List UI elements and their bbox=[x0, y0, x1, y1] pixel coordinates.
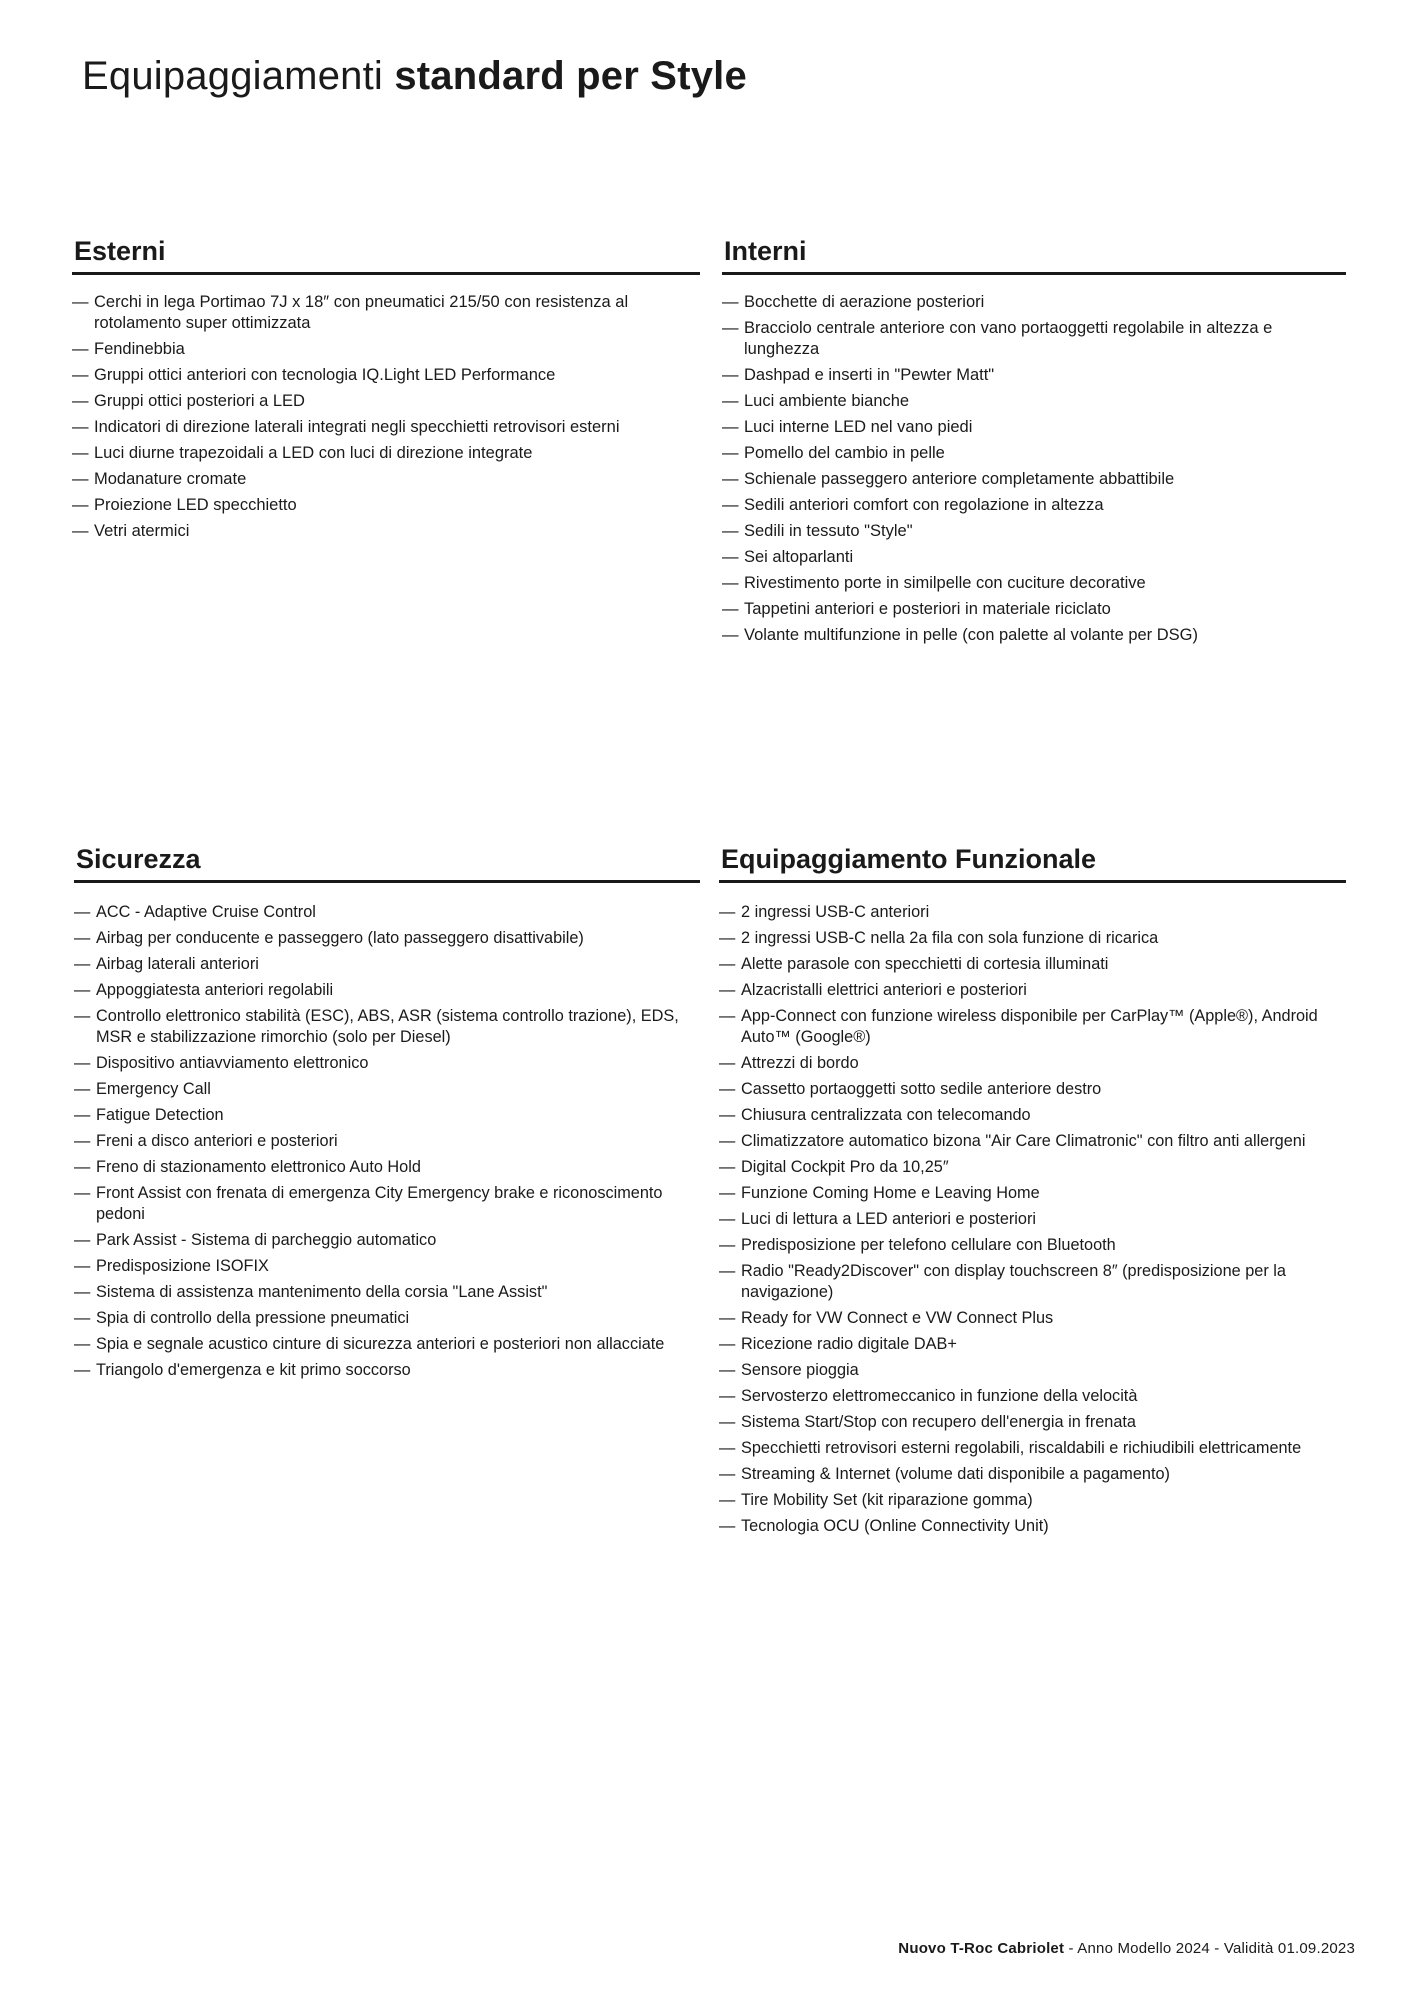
list-item: — Sedili anteriori comfort con regolazione in altezza bbox=[722, 495, 1346, 516]
list-item: — 2 ingressi USB-C nella 2a fila con sola funzione di ricarica bbox=[719, 928, 1346, 949]
list-item: — Bracciolo centrale anteriore con vano portaoggetti regolabile in altezza e lunghezza bbox=[722, 318, 1346, 360]
list-item: — Front Assist con frenata di emergenza City Emergency brake e riconoscimento pedoni bbox=[74, 1183, 700, 1225]
list-item: — Sistema di assistenza mantenimento della corsia "Lane Assist" bbox=[74, 1282, 700, 1303]
list-item: — Schienale passeggero anteriore completamente abbattibile bbox=[722, 469, 1346, 490]
list-item: — Freni a disco anteriori e posteriori bbox=[74, 1131, 700, 1152]
list-item: — Sedili in tessuto "Style" bbox=[722, 521, 1346, 542]
list-item: — Freno di stazionamento elettronico Auto Hold bbox=[74, 1157, 700, 1178]
list-item: — Tecnologia OCU (Online Connectivity Unit) bbox=[719, 1516, 1346, 1537]
section-heading: Interni bbox=[724, 236, 807, 266]
section-divider bbox=[719, 880, 1346, 883]
list-item: — Bocchette di aerazione posteriori bbox=[722, 292, 1346, 313]
list-item: — Attrezzi di bordo bbox=[719, 1053, 1346, 1074]
list-item: — Funzione Coming Home e Leaving Home bbox=[719, 1183, 1346, 1204]
list-item: — Volante multifunzione in pelle (con palette al volante per DSG) bbox=[722, 625, 1346, 646]
list-item: — Tire Mobility Set (kit riparazione gomma) bbox=[719, 1490, 1346, 1511]
item-list bbox=[719, 902, 1346, 1537]
list-item: — App-Connect con funzione wireless disponibile per CarPlay™ (Apple®), Android Auto™ (Google®) bbox=[719, 1006, 1346, 1048]
list-item: — Predisposizione ISOFIX bbox=[74, 1256, 700, 1277]
list-item: — Alzacristalli elettrici anteriori e posteriori bbox=[719, 980, 1346, 1001]
list-item: — Rivestimento porte in similpelle con cuciture decorative bbox=[722, 573, 1346, 594]
footer bbox=[898, 1940, 1355, 1957]
list-item: — Triangolo d'emergenza e kit primo soccorso bbox=[74, 1360, 700, 1381]
list-item: — Spia di controllo della pressione pneumatici bbox=[74, 1308, 700, 1329]
list-item: — Pomello del cambio in pelle bbox=[722, 443, 1346, 464]
list-item: — Sistema Start/Stop con recupero dell'energia in frenata bbox=[719, 1412, 1346, 1433]
list-item: — Airbag per conducente e passeggero (lato passeggero disattivabile) bbox=[74, 928, 700, 949]
list-item: — Luci diurne trapezoidali a LED con luci di direzione integrate bbox=[72, 443, 700, 464]
list-item: — ACC - Adaptive Cruise Control bbox=[74, 902, 700, 923]
list-item: — Radio "Ready2Discover" con display touchscreen 8″ (predisposizione per la navigazione) bbox=[719, 1261, 1346, 1303]
item-list bbox=[74, 902, 700, 1381]
list-item: — Appoggiatesta anteriori regolabili bbox=[74, 980, 700, 1001]
section-sicurezza bbox=[74, 842, 700, 1386]
item-list bbox=[722, 292, 1346, 646]
list-item: — Dispositivo antiavviamento elettronico bbox=[74, 1053, 700, 1074]
list-item: — Gruppi ottici anteriori con tecnologia IQ.Light LED Performance bbox=[72, 365, 700, 386]
list-item: — Dashpad e inserti in "Pewter Matt" bbox=[722, 365, 1346, 386]
list-item: — Airbag laterali anteriori bbox=[74, 954, 700, 975]
section-heading: Sicurezza bbox=[76, 844, 201, 874]
list-item: — Sei altoparlanti bbox=[722, 547, 1346, 568]
list-item: — Streaming & Internet (volume dati disponibile a pagamento) bbox=[719, 1464, 1346, 1485]
list-item: — Climatizzatore automatico bizona "Air Care Climatronic" con filtro anti allergeni bbox=[719, 1131, 1346, 1152]
list-item: — Cassetto portaoggetti sotto sedile anteriore destro bbox=[719, 1079, 1346, 1100]
list-item: — Luci di lettura a LED anteriori e posteriori bbox=[719, 1209, 1346, 1230]
section-divider bbox=[74, 880, 700, 883]
list-item: — Fatigue Detection bbox=[74, 1105, 700, 1126]
list-item: — Servosterzo elettromeccanico in funzione della velocità bbox=[719, 1386, 1346, 1407]
list-item: — Predisposizione per telefono cellulare con Bluetooth bbox=[719, 1235, 1346, 1256]
list-item: — Specchietti retrovisori esterni regolabili, riscaldabili e richiudibili elettricamente bbox=[719, 1438, 1346, 1459]
list-item: — Cerchi in lega Portimao 7J x 18″ con pneumatici 215/50 con resistenza al rotolamento super ottimizzata bbox=[72, 292, 700, 334]
list-item: — Proiezione LED specchietto bbox=[72, 495, 700, 516]
page-title-bold: standard per Style bbox=[394, 54, 747, 98]
item-list bbox=[72, 292, 700, 542]
list-item: — Indicatori di direzione laterali integrati negli specchietti retrovisori esterni bbox=[72, 417, 700, 438]
list-item: — Luci ambiente bianche bbox=[722, 391, 1346, 412]
section-divider bbox=[72, 272, 700, 275]
section-heading: Esterni bbox=[74, 236, 166, 266]
list-item: — Vetri atermici bbox=[72, 521, 700, 542]
section-esterni bbox=[72, 234, 700, 547]
list-item: — 2 ingressi USB-C anteriori bbox=[719, 902, 1346, 923]
list-item: — Fendinebbia bbox=[72, 339, 700, 360]
section-heading: Equipaggiamento Funzionale bbox=[721, 844, 1097, 874]
list-item: — Ready for VW Connect e VW Connect Plus bbox=[719, 1308, 1346, 1329]
list-item: — Luci interne LED nel vano piedi bbox=[722, 417, 1346, 438]
page-title bbox=[82, 54, 747, 99]
section-divider bbox=[722, 272, 1346, 275]
list-item: — Park Assist - Sistema di parcheggio automatico bbox=[74, 1230, 700, 1251]
section-interni bbox=[722, 234, 1346, 651]
list-item: — Emergency Call bbox=[74, 1079, 700, 1100]
list-item: — Chiusura centralizzata con telecomando bbox=[719, 1105, 1346, 1126]
list-item: — Modanature cromate bbox=[72, 469, 700, 490]
list-item: — Digital Cockpit Pro da 10,25″ bbox=[719, 1157, 1346, 1178]
list-item: — Sensore pioggia bbox=[719, 1360, 1346, 1381]
section-equipaggiamento-funzionale bbox=[719, 842, 1346, 1542]
list-item: — Alette parasole con specchietti di cortesia illuminati bbox=[719, 954, 1346, 975]
footer-details: - Anno Modello 2024 - Validità 01.09.2023 bbox=[1064, 1940, 1355, 1957]
list-item: — Controllo elettronico stabilità (ESC), ABS, ASR (sistema controllo trazione), EDS, MSR e stabilizzazione rimorchio (solo per Diesel) bbox=[74, 1006, 700, 1048]
list-item: — Gruppi ottici posteriori a LED bbox=[72, 391, 700, 412]
list-item: — Tappetini anteriori e posteriori in materiale riciclato bbox=[722, 599, 1346, 620]
list-item: — Ricezione radio digitale DAB+ bbox=[719, 1334, 1346, 1355]
list-item: — Spia e segnale acustico cinture di sicurezza anteriori e posteriori non allacciate bbox=[74, 1334, 700, 1355]
page-title-light: Equipaggiamenti bbox=[82, 54, 395, 98]
footer-model: Nuovo T-Roc Cabriolet bbox=[898, 1940, 1065, 1957]
